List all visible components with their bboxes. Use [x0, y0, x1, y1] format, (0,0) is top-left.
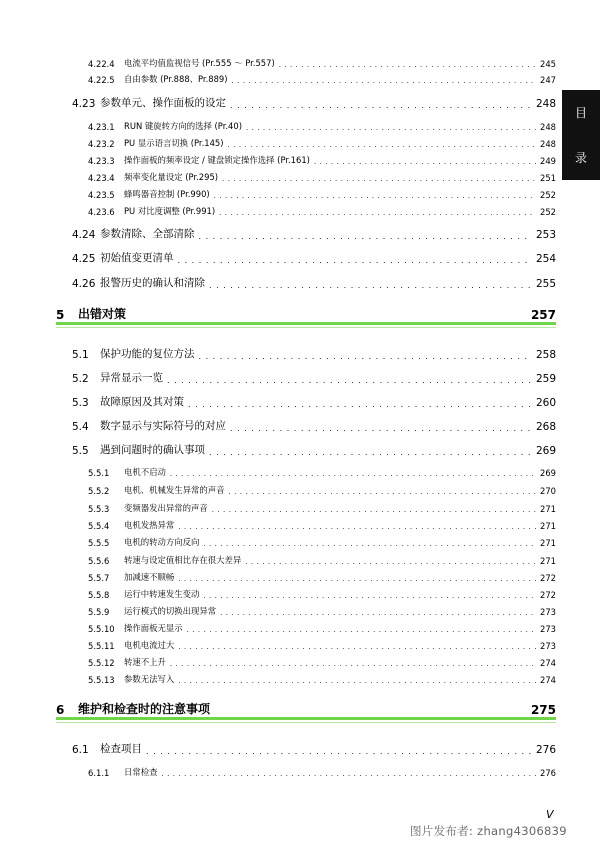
toc-entry[interactable] — [88, 186, 556, 200]
entry-page: 269 — [540, 468, 556, 478]
section-number: 4.26 — [72, 278, 96, 290]
entry-number: 5.5.9 — [88, 607, 110, 617]
leader-dots — [229, 488, 537, 496]
section-page: 253 — [535, 229, 556, 241]
toc-entry[interactable] — [88, 586, 556, 600]
leader-dots — [230, 424, 532, 433]
entry-page: 273 — [540, 607, 556, 617]
toc-entry[interactable] — [88, 500, 556, 514]
toc-entry[interactable] — [88, 135, 556, 149]
entry-number: 5.5.12 — [88, 658, 115, 668]
leader-dots — [246, 124, 536, 132]
toc-section[interactable] — [72, 94, 556, 110]
chapter-number: 5 — [56, 308, 65, 322]
toc-entry[interactable] — [88, 464, 556, 478]
chapter-number: 6 — [56, 703, 65, 717]
section-number: 6.1 — [72, 744, 89, 756]
leader-dots — [162, 770, 537, 778]
toc-entry[interactable] — [88, 671, 556, 685]
section-title: 故障原因及其对策 — [100, 396, 184, 408]
leader-dots — [199, 232, 532, 241]
chapter-heading[interactable] — [56, 302, 556, 322]
entry-page: 248 — [540, 139, 556, 149]
toc-section[interactable] — [72, 225, 556, 241]
toc-section[interactable] — [72, 393, 556, 409]
entry-title: 蜂鸣器音控制 (Pr.990) — [124, 189, 210, 199]
entry-title: 电流平均值监视信号 (Pr.555 ～ Pr.557) — [124, 58, 275, 68]
section-page: 248 — [535, 98, 556, 110]
entry-title: 电机的转动方向反向 — [124, 537, 200, 547]
entry-number: 4.23.5 — [88, 190, 115, 200]
entry-title: PU 显示语言切换 (Pr.145) — [124, 138, 224, 148]
side-tab-char-2: 录 — [574, 151, 587, 165]
chapter-rule — [56, 322, 556, 325]
entry-page: 252 — [540, 190, 556, 200]
chapter-rule-thin — [56, 327, 556, 328]
section-number: 5.1 — [72, 349, 89, 361]
section-page: 259 — [535, 373, 556, 385]
toc-entry[interactable] — [88, 55, 556, 69]
toc-side-tab — [562, 90, 600, 180]
toc-section[interactable] — [72, 345, 556, 361]
entry-number: 5.5.13 — [88, 675, 115, 685]
entry-page: 249 — [540, 156, 556, 166]
leader-dots — [170, 660, 536, 668]
entry-title: 操作面板无显示 — [124, 623, 183, 633]
entry-title: PU 对比度调整 (Pr.991) — [124, 206, 216, 216]
entry-title: 参数无法写入 — [124, 674, 175, 684]
leader-dots — [279, 61, 536, 69]
leader-dots — [203, 592, 536, 600]
leader-dots — [220, 609, 536, 617]
entry-title: RUN 键旋转方向的选择 (Pr.40) — [124, 121, 242, 131]
entry-number: 5.5.4 — [88, 521, 110, 531]
toc-section[interactable] — [72, 417, 556, 433]
chapter-rule-thin — [56, 722, 556, 723]
entry-title: 电机、机械发生异常的声音 — [124, 485, 225, 495]
leader-dots — [212, 506, 536, 514]
chapter-heading[interactable] — [56, 697, 556, 717]
section-page: 276 — [535, 744, 556, 756]
entry-number: 4.23.2 — [88, 139, 115, 149]
entry-title: 操作面板的频率设定 / 键盘锁定操作选择 (Pr.161) — [124, 155, 310, 165]
section-number: 5.3 — [72, 397, 89, 409]
chapter-page: 275 — [530, 703, 556, 717]
chapter-title: 出错对策 — [78, 307, 127, 321]
leader-dots — [232, 77, 536, 85]
entry-title: 变频器发出异常的声音 — [124, 503, 208, 513]
toc-entry[interactable] — [88, 71, 556, 85]
leader-dots — [222, 175, 536, 183]
section-title: 报警历史的确认和清除 — [100, 277, 205, 289]
entry-page: 271 — [540, 504, 556, 514]
section-title: 初始值变更清单 — [100, 252, 174, 264]
entry-number: 5.5.2 — [88, 486, 110, 496]
section-title: 参数清除、全部清除 — [100, 228, 195, 240]
entry-title: 转速与设定值相比存在很大差异 — [124, 555, 242, 565]
section-title: 检查项目 — [100, 743, 142, 755]
entry-number: 4.23.4 — [88, 173, 115, 183]
leader-dots — [245, 558, 536, 566]
leader-dots — [178, 256, 532, 265]
toc-entry[interactable] — [88, 764, 556, 778]
entry-title: 电机电流过大 — [124, 640, 175, 650]
leader-dots — [178, 523, 536, 531]
entry-page: 248 — [540, 122, 556, 132]
toc-entry[interactable] — [88, 620, 556, 634]
section-page: 258 — [535, 349, 556, 361]
entry-title: 加减速不顺畅 — [124, 572, 175, 582]
entry-number: 4.22.5 — [88, 75, 115, 85]
section-page: 260 — [535, 397, 556, 409]
entry-title: 运行模式的切换出现异常 — [124, 606, 217, 616]
entry-title: 日常检查 — [124, 767, 158, 777]
section-number: 5.5 — [72, 445, 89, 457]
leader-dots — [199, 352, 532, 361]
entry-number: 4.23.6 — [88, 207, 115, 217]
toc-section[interactable] — [72, 274, 556, 290]
section-number: 4.25 — [72, 253, 96, 265]
toc-entry[interactable] — [88, 118, 556, 132]
toc-entry[interactable] — [88, 637, 556, 651]
entry-number: 5.5.11 — [88, 641, 115, 651]
entry-number: 5.5.3 — [88, 504, 110, 514]
entry-page: 245 — [540, 59, 556, 69]
leader-dots — [167, 376, 532, 385]
entry-title: 电机发热异常 — [124, 520, 175, 530]
entry-title: 频率变化量设定 (Pr.295) — [124, 172, 219, 182]
section-page: 254 — [535, 253, 556, 265]
section-number: 4.24 — [72, 229, 96, 241]
page-folio: V — [546, 808, 554, 821]
entry-page: 274 — [540, 675, 556, 685]
leader-dots — [314, 158, 536, 166]
toc-entry[interactable] — [88, 603, 556, 617]
section-title: 遇到问题时的确认事项 — [100, 444, 205, 456]
side-tab-char-1: 目 — [574, 106, 587, 120]
leader-dots — [178, 575, 536, 583]
section-title: 数字显示与实际符号的对应 — [100, 420, 226, 432]
entry-title: 运行中转速发生变动 — [124, 589, 200, 599]
section-title: 保护功能的复位方法 — [100, 348, 195, 360]
toc-section[interactable] — [72, 369, 556, 385]
watermark: 图片发布者: zhang4306839 — [410, 824, 567, 838]
entry-number: 5.5.5 — [88, 538, 110, 548]
entry-page: 273 — [540, 624, 556, 634]
entry-number: 5.5.7 — [88, 573, 110, 583]
entry-number: 5.5.1 — [88, 468, 110, 478]
entry-number: 4.23.3 — [88, 156, 115, 166]
toc-entry[interactable] — [88, 654, 556, 668]
entry-title: 自由参数 (Pr.888、Pr.889) — [124, 74, 228, 84]
toc-entry[interactable] — [88, 534, 556, 548]
leader-dots — [228, 141, 536, 149]
section-title: 异常显示一览 — [100, 372, 163, 384]
entry-page: 271 — [540, 556, 556, 566]
entry-page: 276 — [540, 768, 556, 778]
entry-number: 5.5.10 — [88, 624, 115, 634]
toc-entry[interactable] — [88, 569, 556, 583]
toc-section[interactable] — [72, 249, 556, 265]
leader-dots — [170, 470, 536, 478]
toc-section[interactable] — [72, 441, 556, 457]
entry-number: 6.1.1 — [88, 768, 110, 778]
chapter-title: 维护和检查时的注意事项 — [78, 702, 211, 716]
section-page: 255 — [535, 278, 556, 290]
entry-number: 5.5.6 — [88, 556, 110, 566]
section-page: 269 — [535, 445, 556, 457]
leader-dots — [146, 747, 532, 756]
leader-dots — [187, 626, 536, 634]
entry-page: 272 — [540, 573, 556, 583]
toc-entry[interactable] — [88, 152, 556, 166]
section-page: 268 — [535, 421, 556, 433]
entry-page: 271 — [540, 521, 556, 531]
toc-entry[interactable] — [88, 482, 556, 496]
leader-dots — [178, 643, 536, 651]
toc-section[interactable] — [72, 740, 556, 756]
entry-page: 274 — [540, 658, 556, 668]
leader-dots — [178, 677, 536, 685]
entry-number: 4.23.1 — [88, 122, 115, 132]
leader-dots — [209, 448, 532, 457]
entry-page: 252 — [540, 207, 556, 217]
entry-page: 273 — [540, 641, 556, 651]
entry-page: 270 — [540, 486, 556, 496]
section-number: 5.2 — [72, 373, 89, 385]
toc-entry[interactable] — [88, 517, 556, 531]
toc-entry[interactable] — [88, 203, 556, 217]
entry-number: 5.5.8 — [88, 590, 110, 600]
leader-dots — [214, 192, 536, 200]
entry-title: 电机不启动 — [124, 467, 166, 477]
section-number: 4.23 — [72, 98, 96, 110]
leader-dots — [219, 209, 536, 217]
chapter-rule — [56, 717, 556, 720]
leader-dots — [230, 101, 532, 110]
entry-page: 247 — [540, 75, 556, 85]
leader-dots — [203, 540, 536, 548]
leader-dots — [188, 400, 532, 409]
chapter-page: 257 — [530, 308, 556, 322]
section-number: 5.4 — [72, 421, 89, 433]
toc-entry[interactable] — [88, 169, 556, 183]
entry-number: 4.22.4 — [88, 59, 115, 69]
toc-entry[interactable] — [88, 552, 556, 566]
entry-page: 271 — [540, 538, 556, 548]
entry-title: 转速不上升 — [124, 657, 166, 667]
entry-page: 272 — [540, 590, 556, 600]
entry-page: 251 — [540, 173, 556, 183]
leader-dots — [209, 281, 532, 290]
section-title: 参数单元、操作面板的设定 — [100, 97, 226, 109]
